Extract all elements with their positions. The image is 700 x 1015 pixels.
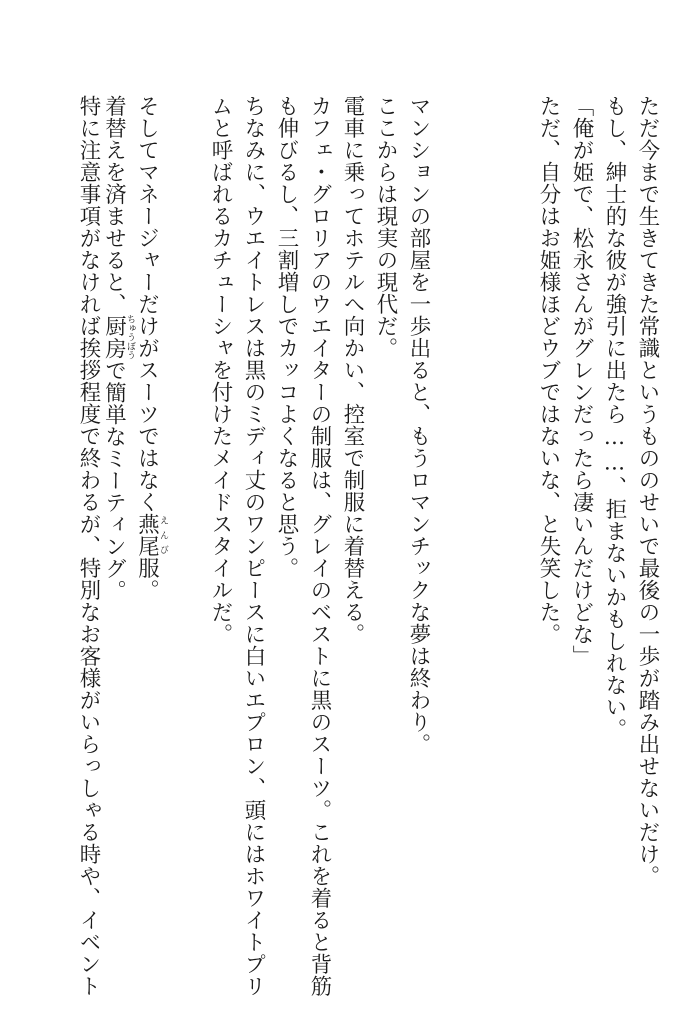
text-column-11: ムと呼ばれるカチューシャを付けたメイドスタイルだ。 [208,95,233,645]
text-column-14: 特に注意事項がなければ挨拶程度で終わるが、特別なお客様がいらっしゃる時や、イベント [76,95,101,997]
ruby-chubo [101,314,135,360]
text-column-7: 電車に乗ってホテルへ向かい、控室で制服に着替える。 [340,95,365,645]
text-column-3: 「俺が姫で、松永さんがグレンだったら凄いんだけどな」 [569,95,594,667]
text-column-10: ちなみに、ウエイトレスは黒のミディ丈のワンピースに白いエプロン、頭にはホワイトプリ [241,95,266,997]
ruby-chubo-base: 厨房 [101,314,127,360]
text-column-2: もし、紳士的な彼が強引に出たら……、拒まないかもしれない。 [602,95,627,741]
column-13-text-after: で簡単なミーティング。 [101,359,127,602]
column-13-text-before: 着替えを済ませると、 [101,95,127,315]
text-column-12 [134,95,168,975]
text-column-13 [101,95,135,975]
text-column-8: カフェ・グロリアのウエイターの制服は、グレイのベストに黒のスーツ。これを着ると背筋 [307,95,332,997]
text-column-4: ただ、自分はお姫様ほどウブではないな、と失笑した。 [536,95,561,645]
column-12-text-before: そしてマネージャーだけがスーツではなく [134,95,160,513]
column-12-text-after: 服。 [134,557,160,601]
ruby-enbi-base: 燕尾 [134,513,160,557]
ruby-enbi-reading: えんび [158,513,168,557]
text-column-9: も伸びるし、三割増しでカッコよくなると思う。 [274,95,299,579]
text-column-5: マンションの部屋を一歩出ると、もうロマンチックな夢は終わり。 [406,95,431,755]
ruby-chubo-reading: ちゅうぼう [125,314,135,360]
ruby-enbi [134,513,168,557]
text-column-1: ただ今まで生きてきた常識というもののせいで最後の一歩が踏み出せないだけ。 [635,95,660,887]
text-column-6: ここからは現実の現代だ。 [373,95,398,359]
